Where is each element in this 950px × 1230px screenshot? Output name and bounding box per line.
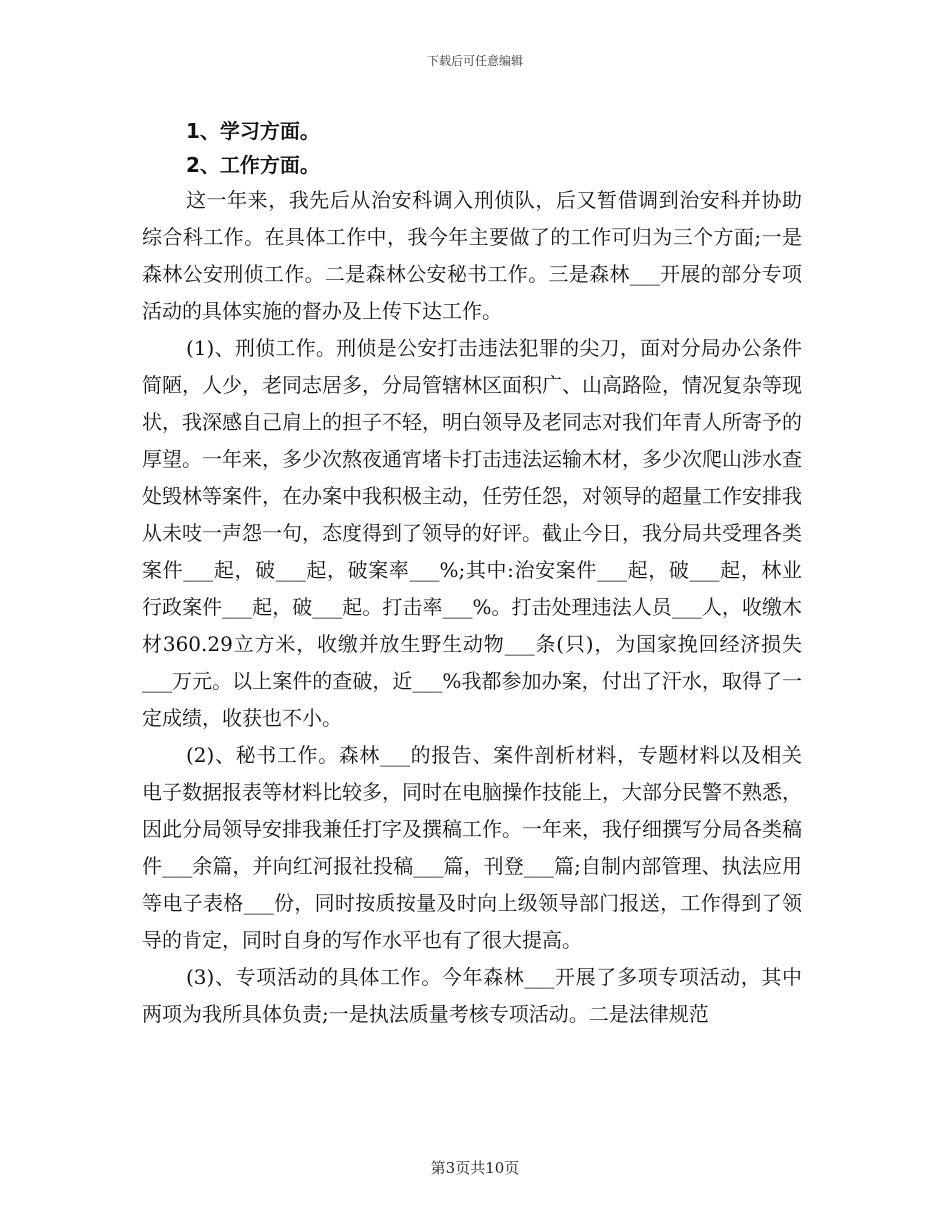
page-number-footer: 第3页共10页 [430,1159,520,1177]
page-header-note: 下载后可任意编辑 [426,54,523,68]
section-heading-work: 2、工作方面。 [186,153,320,177]
paragraph-secretary-work: (2)、秘书工作。森林___的报告、案件剖析材料，专题材料以及相关电子数据报表等材料比较多，同时在电脑操作技能上，大部分民警不熟悉，因此分局领导安排我兼任打字及撰稿工作。一年来，我仔细撰写分局各类稿件___余篇，并向红河报社投稿___篇，刊登___篇;自制内部管理、执法应用等电子表格___份，同时按质按量及时向上级领导部门报送，工作得到了领导的肯定，同时自身的写作水平也有了很大提高。 [142,743,802,952]
paragraph-special-activities: (3)、专项活动的具体工作。今年森林___开展了多项专项活动，其中两项为我所具体负责;一是执法质量考核专项活动。二是法律规范 [142,965,802,1026]
paragraph-intro: 这一年来，我先后从治安科调入刑侦队，后又暂借调到治安科并协助综合科工作。在具体工作中，我今年主要做了的工作可归为三个方面;一是森林公安刑侦工作。二是森林公安秘书工作。三是森林___开展的部分专项活动的具体实施的督办及上传下达工作。 [142,188,802,323]
section-heading-study: 1、学习方面。 [186,119,320,143]
document-body [142,114,802,1033]
paragraph-criminal-investigation: (1)、刑侦工作。刑侦是公安打击违法犯罪的尖刀，面对分局办公条件简陋，人少，老同志居多，分局管辖林区面积广、山高路险，情况复杂等现状，我深感自己肩上的担子不轻，明白领导及老同志对我们年青人所寄予的厚望。一年来，多少次熬夜通宵堵卡打击违法运输木材，多少次爬山涉水查处毁林等案件，在办案中我积极主动，任劳任怨，对领导的超量工作安排我从未吱一声怨一句，态度得到了领导的好评。截止今日，我分局共受理各类案件___起，破___起，破案率___%;其中:治安案件___起，破___起，林业行政案件___起，破___起。打击率___%。打击处理违法人员___人，收缴木材360.29立方米，收缴并放生野生动物___条(只)，为国家挽回经济损失___万元。以上案件的查破，近___%我都参加办案，付出了汗水，取得了一定成绩，收获也不小。 [142,336,802,730]
